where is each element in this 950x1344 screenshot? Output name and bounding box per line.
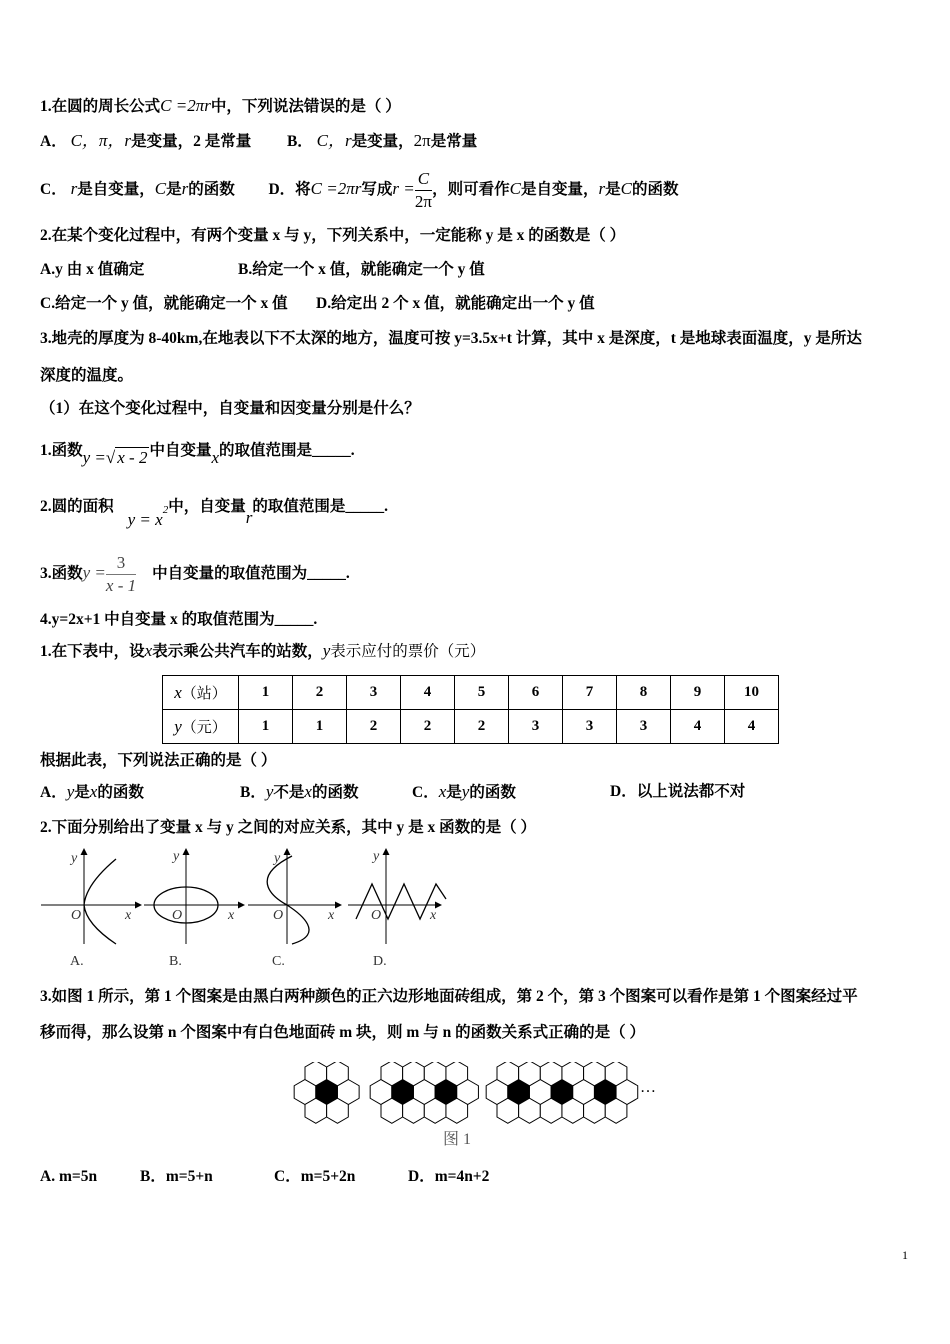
table-cell: 6 — [509, 676, 563, 710]
t3-option-a: A. m=5n — [40, 1168, 98, 1185]
table-cell: 4 — [725, 710, 779, 744]
q3-sub1: （1）在这个变化过程中，自变量和因变量分别是什么？ — [40, 400, 420, 417]
axis-label-x: x — [228, 908, 235, 923]
figure-caption: 图 1 — [443, 1131, 472, 1148]
t1-after: 根据此表，下列说法正确的是（ ） — [40, 752, 277, 769]
t3-option-d: D．m=4n+2 — [408, 1168, 490, 1185]
table-row — [163, 710, 779, 744]
table-cell: 3 — [617, 710, 671, 744]
t1-option-b: B．y不是x的函数 — [240, 782, 359, 801]
axis-label-y: y — [373, 849, 380, 864]
table-cell: 1 — [239, 676, 293, 710]
table-cell: 8 — [617, 676, 671, 710]
table-cell: 10 — [725, 676, 779, 710]
row-header-y: y（元） — [163, 710, 239, 744]
t1-option-d: D．以上说法都不对 — [610, 783, 746, 800]
q2-option-a: A.y 由 x 值确定 — [40, 261, 145, 278]
t1-option-c: C．x是y的函数 — [412, 782, 516, 801]
hexagon-tile-patterns — [290, 1062, 670, 1152]
axis-label-y: y — [274, 851, 281, 866]
axis-label-y: y — [173, 849, 180, 864]
axis-label-x: x — [430, 908, 437, 923]
table-cell: 2 — [401, 710, 455, 744]
origin-label: O — [71, 908, 82, 923]
t1-option-a: A．y是x的函数 — [40, 782, 144, 801]
graph-b — [144, 849, 244, 969]
table-cell: 4 — [671, 710, 725, 744]
q1-option-cd: C． r是自变量，C是r的函数 D．将C =2πr写成r = $\frac{C}{2\pi}$ ，则可看作C是自变量，r是C的函数 — [40, 169, 679, 211]
q2-option-d: D.给定出 2 个 x 值，就能确定出一个 y 值 — [316, 295, 595, 312]
q2-stem: 2.在某个变化过程中，有两个变量 x 与 y，下列关系中，一定能称 y 是 x 的函数是（ ） — [40, 227, 626, 244]
t2-stem: 2.下面分别给出了变量 x 与 y 之间的对应关系，其中 y 是 x 函数的是（ ） — [40, 819, 537, 836]
r1-question: 1.函数y =√ x - 2 中自变量x的取值范围是_____. — [40, 442, 355, 467]
q1-option-ab: A． C，π，r是变量，2 是常量 B． C，r是变量，2π是常量 — [40, 131, 478, 150]
origin-label: O — [273, 908, 284, 923]
axis-label-x: x — [328, 908, 335, 923]
graph-c — [248, 849, 341, 969]
pattern-ellipsis: … — [640, 1079, 656, 1096]
origin-label: O — [371, 908, 382, 923]
graph-label-d: D. — [373, 954, 387, 969]
q1-d-fraction: $\frac{C}{2\pi}$ — [414, 169, 432, 211]
page-number: 1 — [902, 1248, 908, 1262]
q3-line1: 3.地壳的厚度为 8-40km,在地表以下不太深的地方，温度可按 y=3.5x+t 计算，其中 x 是深度，t 是地球表面温度，y 是所达 — [40, 330, 862, 347]
q3-line2: 深度的温度。 — [40, 367, 134, 384]
axis-label-y: y — [71, 851, 78, 866]
row-header-x: x（站） — [163, 676, 239, 710]
graph-label-a: A. — [70, 954, 84, 969]
table-cell: 3 — [509, 710, 563, 744]
graph-label-c: C. — [272, 954, 285, 969]
graph-a — [41, 849, 141, 969]
function-graphs — [36, 844, 456, 974]
table-cell: 5 — [455, 676, 509, 710]
table-cell: 3 — [563, 710, 617, 744]
r3-fraction: $\frac{3}{x - 1}$ — [105, 552, 137, 595]
table-cell: 2 — [455, 710, 509, 744]
table-cell: 2 — [293, 676, 347, 710]
r3-question: 3.函数y = $\frac{3}{x - 1}$ 中自变量的取值范围为_____. — [40, 552, 350, 595]
table-cell: 4 — [401, 676, 455, 710]
t3-line1: 3.如图 1 所示，第 1 个图案是由黑白两种颜色的正六边形地面砖组成，第 2 个，第 3 个图案可以看作是第 1 个图案经过平 — [40, 988, 858, 1005]
t3-option-b: B．m=5+n — [140, 1168, 213, 1185]
r4-question: 4.y=2x+1 中自变量 x 的取值范围为_____. — [40, 611, 318, 628]
q1-stem: 1.在圆的周长公式C =2πr中，下列说法错误的是（ ） — [40, 96, 401, 115]
table-cell: 9 — [671, 676, 725, 710]
r2-question: 2.圆的面积$y = x^2$中，自变量r的取值范围是_____. — [40, 498, 388, 529]
table-cell: 2 — [347, 710, 401, 744]
graph-d — [348, 849, 446, 969]
origin-label: O — [172, 908, 183, 923]
t3-line2: 移而得，那么设第 n 个图案中有白色地面砖 m 块，则 m 与 n 的函数关系式正确的是（ ） — [40, 1024, 645, 1041]
table-cell: 7 — [563, 676, 617, 710]
table-cell: 1 — [239, 710, 293, 744]
table-cell: 3 — [347, 676, 401, 710]
q2-option-c: C.给定一个 y 值，就能确定一个 x 值 — [40, 295, 288, 312]
bus-fare-table — [162, 675, 779, 744]
q2-option-b: B.给定一个 x 值，就能确定一个 y 值 — [238, 261, 485, 278]
t1-stem: 1.在下表中，设x表示乘公共汽车的站数，y表示应付的票价（元） — [40, 641, 486, 660]
t3-option-c: C．m=5+2n — [274, 1168, 356, 1185]
table-row — [163, 676, 779, 710]
axis-label-x: x — [125, 908, 132, 923]
graph-label-b: B. — [169, 954, 182, 969]
table-cell: 1 — [293, 710, 347, 744]
